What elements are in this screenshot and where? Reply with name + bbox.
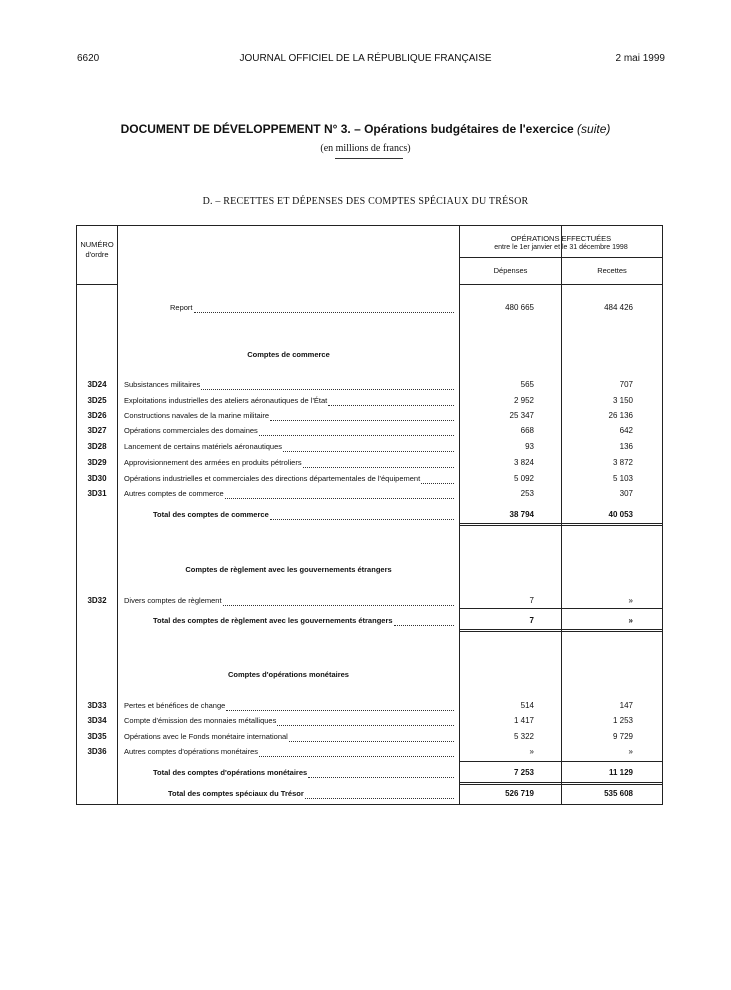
dot-leader <box>277 725 454 726</box>
total-monetaires-label: Total des comptes d'opérations monétaires <box>153 768 308 777</box>
table-row-recettes: 9 729 <box>612 732 633 741</box>
report-row-depenses: 480 665 <box>505 303 534 312</box>
total-divider <box>460 761 662 762</box>
table-row-depenses: 1 417 <box>513 716 534 725</box>
table-row-label: Approvisionnement des armées en produits pétroliers <box>124 458 302 467</box>
table-row-recettes: » <box>628 596 633 605</box>
table-row-depenses: » <box>529 747 534 756</box>
table-row-recettes: 3 872 <box>612 458 633 467</box>
dot-leader <box>201 389 454 390</box>
publication-date: 2 mai 1999 <box>615 53 665 64</box>
title-divider <box>335 158 403 159</box>
col-header-numero-line2: d'ordre <box>85 250 109 259</box>
dot-leader <box>259 435 454 436</box>
table-row-depenses: 7 <box>529 596 534 605</box>
row-number: 3D25 <box>87 396 107 405</box>
ops-header-period: entre le 1er janvier et le 31 décembre 1998 <box>494 244 628 251</box>
col-header-recettes: Recettes <box>597 266 627 275</box>
row-number: 3D33 <box>87 701 107 710</box>
total-divider <box>460 629 662 632</box>
table-row-depenses: 668 <box>520 426 534 435</box>
document-title-suffix: (suite) <box>577 122 611 136</box>
table-row-recettes: 707 <box>619 380 633 389</box>
table-row-label: Divers comptes de règlement <box>124 596 222 605</box>
grand-total-recettes: 535 608 <box>604 789 633 798</box>
page-number: 6620 <box>77 53 100 64</box>
row-number: 3D24 <box>87 380 107 389</box>
total-commerce-label: Total des comptes de commerce <box>153 510 269 519</box>
row-number: 3D31 <box>87 489 107 498</box>
table-row-depenses: 565 <box>520 380 534 389</box>
col-header-depenses: Dépenses <box>493 266 528 275</box>
ops-header-title: OPÉRATIONS EFFECTUÉES <box>510 234 612 243</box>
document-title-main: DOCUMENT DE DÉVELOPPEMENT N° 3. – Opérations budgétaires de l'exercice <box>120 122 574 136</box>
table-row-depenses: 3 824 <box>513 458 534 467</box>
header-divider <box>77 284 117 285</box>
row-number: 3D32 <box>87 596 107 605</box>
dot-leader <box>194 312 454 313</box>
section-title: D. – RECETTES ET DÉPENSES DES COMPTES SPÉCIAUX DU TRÉSOR <box>202 196 529 207</box>
table-row-depenses: 2 952 <box>513 396 534 405</box>
col-header-numero-line1: NUMÉRO <box>80 240 114 249</box>
row-number: 3D28 <box>87 442 107 451</box>
row-number: 3D35 <box>87 732 107 741</box>
dot-leader <box>223 605 454 606</box>
grand-total-depenses: 526 719 <box>505 789 534 798</box>
table-row-recettes: 5 103 <box>612 474 633 483</box>
table-row-recettes: » <box>628 747 633 756</box>
table-row-depenses: 253 <box>520 489 534 498</box>
dot-leader <box>394 625 454 626</box>
table-row-label: Constructions navales de la marine militaire <box>124 411 270 420</box>
dot-leader <box>270 519 454 520</box>
table-row-label: Lancement de certains matériels aéronautiques <box>124 442 283 451</box>
section-heading-reglement: Comptes de règlement avec les gouvernements étrangers <box>185 565 392 574</box>
dot-leader <box>283 451 454 452</box>
total-reglement-label: Total des comptes de règlement avec les gouvernements étrangers <box>153 616 393 625</box>
dot-leader <box>328 405 454 406</box>
total-commerce-depenses: 38 794 <box>509 510 534 519</box>
total-commerce-recettes: 40 053 <box>608 510 633 519</box>
table-row-recettes: 147 <box>619 701 633 710</box>
report-row-label: Report <box>170 303 193 312</box>
table-row-recettes: 26 136 <box>608 411 633 420</box>
total-divider <box>460 608 662 609</box>
table-row-depenses: 93 <box>525 442 534 451</box>
table-row-label: Exploitations industrielles des ateliers aéronautiques de l'État <box>124 396 328 405</box>
row-number: 3D34 <box>87 716 107 725</box>
table-row-recettes: 307 <box>619 489 633 498</box>
section-heading-commerce: Comptes de commerce <box>247 350 330 359</box>
column-divider <box>117 226 118 804</box>
dot-leader <box>259 756 454 757</box>
table-row-recettes: 136 <box>619 442 633 451</box>
dot-leader <box>226 710 454 711</box>
dot-leader <box>305 798 454 799</box>
table-row-depenses: 514 <box>520 701 534 710</box>
row-number: 3D30 <box>87 474 107 483</box>
table-row-recettes: 642 <box>619 426 633 435</box>
table-row-label: Subsistances militaires <box>124 380 201 389</box>
report-row-recettes: 484 426 <box>604 303 633 312</box>
table-row-label: Compte d'émission des monnaies métalliques <box>124 716 277 725</box>
table-row-label: Autres comptes d'opérations monétaires <box>124 747 259 756</box>
total-monetaires-recettes: 11 129 <box>608 768 633 777</box>
table-row-label: Pertes et bénéfices de change <box>124 701 226 710</box>
dot-leader <box>303 467 454 468</box>
total-monetaires-depenses: 7 253 <box>513 768 534 777</box>
budget-table <box>76 225 663 805</box>
row-number: 3D27 <box>87 426 107 435</box>
dot-leader <box>421 483 454 484</box>
row-number: 3D29 <box>87 458 107 467</box>
dot-leader <box>225 498 454 499</box>
dot-leader <box>289 741 454 742</box>
total-reglement-recettes: » <box>628 616 633 625</box>
row-number: 3D26 <box>87 411 107 420</box>
total-divider <box>460 782 662 785</box>
section-heading-monetaires: Comptes d'opérations monétaires <box>228 670 349 679</box>
table-row-label: Opérations avec le Fonds monétaire international <box>124 732 288 741</box>
journal-title: JOURNAL OFFICIEL DE LA RÉPUBLIQUE FRANÇAISE <box>239 53 492 64</box>
total-reglement-depenses: 7 <box>529 616 534 625</box>
dot-leader <box>308 777 454 778</box>
table-row-label: Opérations commerciales des domaines <box>124 426 258 435</box>
header-divider <box>460 284 662 285</box>
table-row-depenses: 5 092 <box>513 474 534 483</box>
row-number: 3D36 <box>87 747 107 756</box>
table-row-label: Opérations industrielles et commerciales des directions départementales de l'équipement <box>124 474 421 483</box>
table-row-recettes: 3 150 <box>612 396 633 405</box>
table-row-label: Autres comptes de commerce <box>124 489 224 498</box>
unit-note: (en millions de francs) <box>320 143 411 154</box>
table-row-depenses: 25 347 <box>509 411 534 420</box>
document-title <box>0 122 731 136</box>
col-header-numero <box>77 240 117 260</box>
grand-total-label: Total des comptes spéciaux du Trésor <box>168 789 304 798</box>
table-row-recettes: 1 253 <box>612 716 633 725</box>
header-divider <box>460 257 662 258</box>
dot-leader <box>270 420 454 421</box>
total-divider <box>460 523 662 526</box>
table-row-depenses: 5 322 <box>513 732 534 741</box>
